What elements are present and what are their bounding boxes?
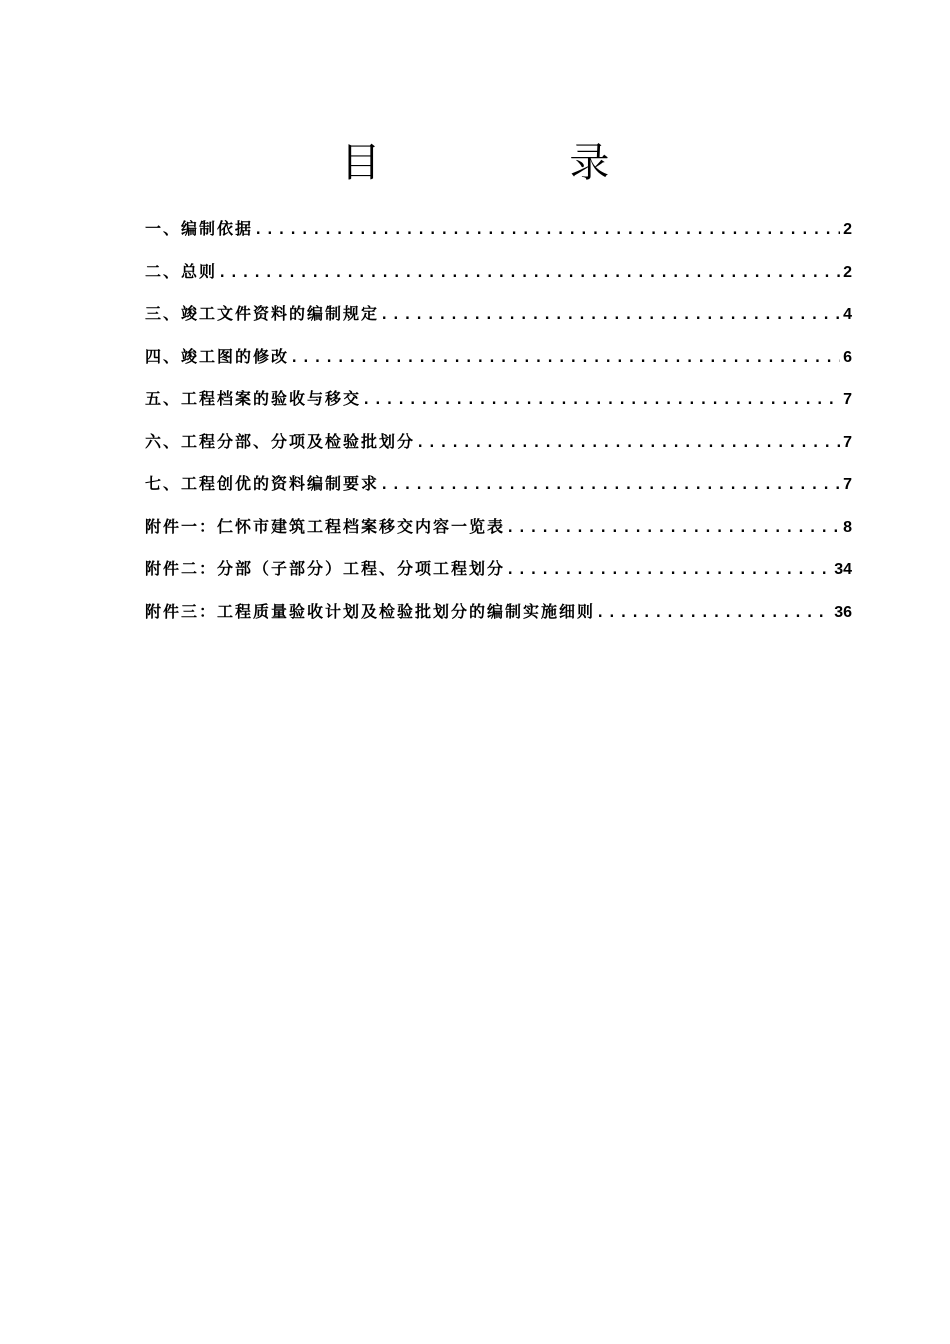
- toc-page-number: 7: [843, 433, 852, 451]
- toc-entry-label: 五、工程档案的验收与移交: [145, 389, 362, 408]
- toc-entry-label: 一、编制依据: [145, 219, 254, 238]
- toc-title: 目 录: [340, 140, 698, 186]
- toc-entry[interactable]: [145, 599, 852, 642]
- toc-entry[interactable]: [145, 429, 852, 472]
- toc-entry-label: 附件三：工程质量验收计划及检验批划分的编制实施细则: [145, 601, 596, 621]
- dot-leader: [506, 557, 831, 583]
- toc-page-number: 8: [843, 518, 852, 536]
- toc-entry[interactable]: [145, 344, 852, 387]
- toc-entry[interactable]: [145, 556, 852, 599]
- toc-entry[interactable]: [145, 301, 852, 344]
- toc-page-number: 6: [843, 348, 852, 366]
- toc-entry-label: 三、竣工文件资料的编制规定: [145, 304, 380, 323]
- toc-page-number: 4: [843, 306, 852, 323]
- toc-page-number: 36: [834, 603, 852, 621]
- dot-leader: [380, 472, 840, 498]
- dot-leader: [290, 345, 840, 371]
- toc-entry[interactable]: [145, 471, 852, 514]
- dot-leader: [380, 302, 840, 328]
- table-of-contents: [145, 216, 852, 641]
- toc-entry-label: 二、总则: [145, 261, 218, 281]
- toc-entry-label: 六、工程分部、分项及检验批划分: [145, 431, 416, 451]
- dot-leader: [506, 515, 840, 541]
- toc-entry-label: 七、工程创优的资料编制要求: [145, 474, 380, 493]
- dot-leader: [362, 387, 840, 413]
- dot-leader: [254, 217, 840, 243]
- toc-page-number: 2: [843, 221, 852, 238]
- dot-leader: [416, 430, 840, 456]
- toc-entry[interactable]: [145, 216, 852, 259]
- toc-page-number: 7: [843, 391, 852, 408]
- toc-entry[interactable]: [145, 386, 852, 429]
- toc-page-number: 2: [843, 263, 852, 281]
- toc-page-number: 34: [834, 561, 852, 578]
- toc-entry[interactable]: [145, 259, 852, 302]
- toc-entry-label: 附件二：分部（子部分）工程、分项工程划分: [145, 559, 506, 578]
- toc-page-number: 7: [843, 476, 852, 493]
- dot-leader: [596, 600, 831, 626]
- toc-entry-label: 附件一：仁怀市建筑工程档案移交内容一览表: [145, 516, 506, 536]
- toc-entry-label: 四、竣工图的修改: [145, 346, 290, 366]
- dot-leader: [218, 260, 840, 286]
- toc-entry[interactable]: [145, 514, 852, 557]
